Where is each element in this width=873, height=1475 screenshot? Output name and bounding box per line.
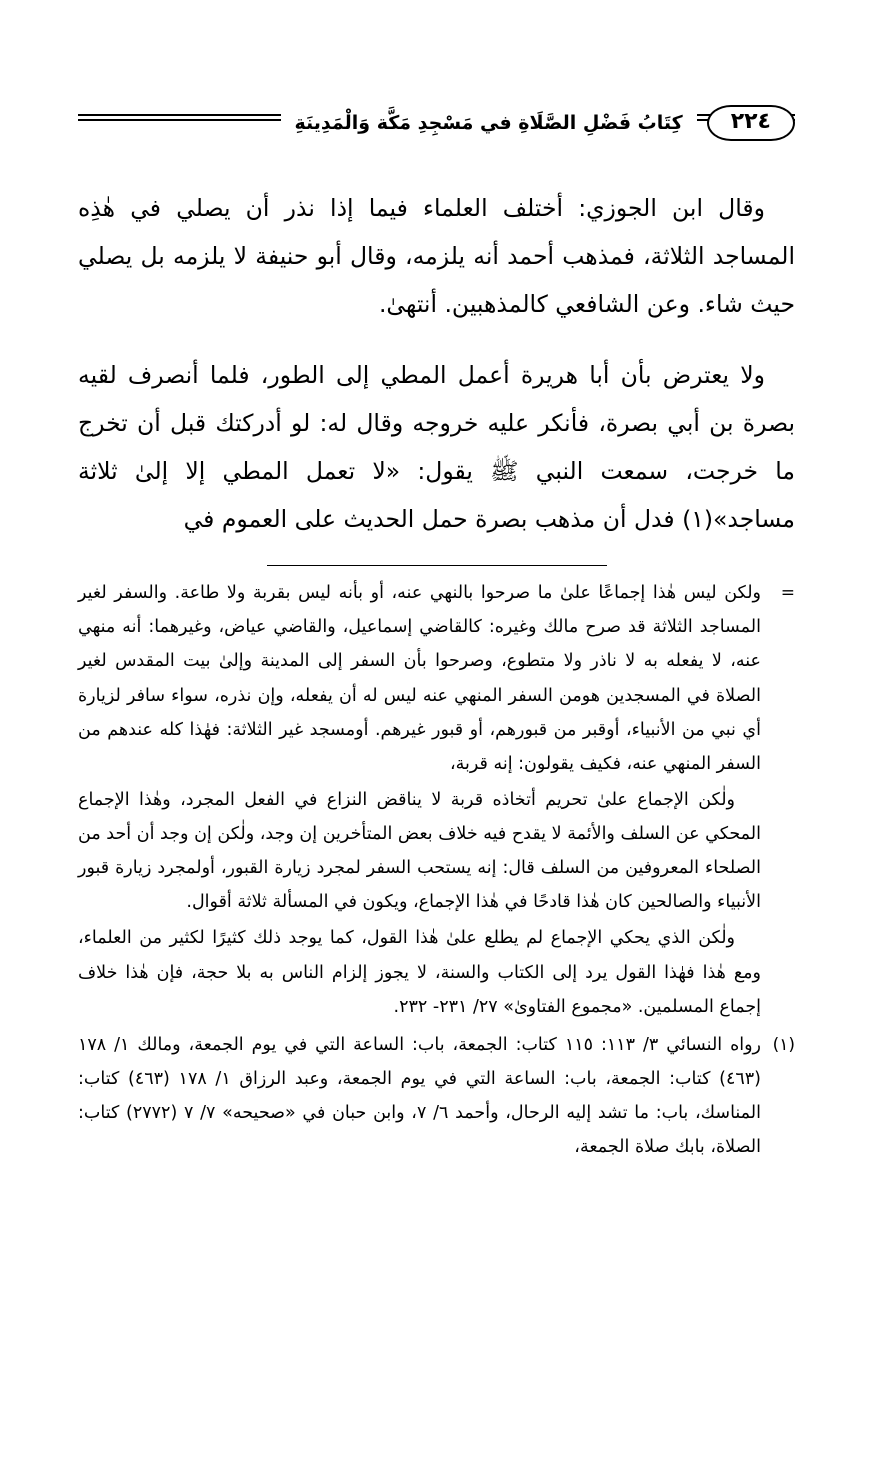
- header-content: [78, 105, 795, 141]
- footnote-body-1: [78, 1028, 761, 1167]
- footnote-1: [78, 1028, 795, 1167]
- footnote-body-continued: [78, 576, 761, 1026]
- footnote-continued: [78, 576, 795, 1026]
- running-title: كِتَابُ فَضْلِ الصَّلَاةِ في مَسْجِدِ مَكَّة وَالْمَدِينَةِ: [281, 110, 697, 137]
- footnote-line: ولٰكن الإجماع علىٰ تحريم أتخاذه قربة لا يناقض النزاع في الفعل المجرد، وهٰذا الإجماع المحكي عن السلف والأئمة لا يقدح فيه خلاف بعض المتأخرين إن وجد، ولٰكن إن وجد أن أحد من الصلحاء المعروفين من السلف قال: إنه يستحب السفر لمجرد زيارة القبور، أولمجرد زيارة قبور الأنبياء والصالحين كان هٰذا قادحًا في هٰذا الإجماع، ويكون في المسألة ثلاثة أقوال.: [78, 789, 761, 913]
- paragraph-1: وقال ابن الجوزي: أختلف العلماء فيما إذا نذر أن يصلي في هٰذِه المساجد الثلاثة، فمذهب أحمد أنه يلزمه، وقال أبو حنيفة لا يلزمه بل يصلي حيث شاء. وعن الشافعي كالمذهبين. أنتهىٰ.: [78, 194, 795, 319]
- footnote-marker-continued: =: [780, 583, 795, 604]
- footnote-line: ولٰكن الذي يحكي الإجماع لم يطلع علىٰ هٰذا القول، كما يوجد ذلك كثيرًا لكثير من العلماء، ومع هٰذا فهٰذا القول يرد إلى الكتاب والسنة، لا يجوز إلزام الناس به بلا حجة، فإن هٰذا خلاف إجماع المسلمين. «مجموع الفتاوىٰ» ٢٧/ ٢٣١- ٢٣٢.: [78, 928, 761, 1017]
- page-header: [78, 88, 795, 158]
- bottom-spacer: [78, 1168, 795, 1208]
- footnote-line: رواه النسائي ٣/ ١١٣: ١١٥ كتاب: الجمعة، باب: الساعة التي في يوم الجمعة، ومالك ١/ ١٧٨ (٤٦٣) كتاب: الجمعة، باب: الساعة التي في يوم الجمعة، وعبد الرزاق ١/ ١٧٨ (٤٦٣) كتاب: المناسك، باب: ما تشد إليه الرحال، وأحمد ٦/ ٧، وابن حبان في «صحيحه» ٧/ ٧ (٢٧٧٢) كتاب: الصلاة، بابك صلاة الجمعة،: [78, 1034, 762, 1158]
- footnote-marker-1: (١): [772, 1034, 795, 1055]
- footnote-line: ولكن ليس هٰذا إجماعًا علىٰ ما صرحوا بالنهي عنه، أو بأنه ليس بقربة ولا طاعة. والسفر لغير المساجد الثلاثة قد صرح مالك وغيره: كالقاضي إسماعيل، والقاضي عياض، وغيرهما: أنه منهي عنه، لا يفعله به لا ناذر ولا متطوع، وصرحوا بأن السفر إلى المدينة وإلىٰ بيت المقدس لغير الصلاة في المسجدين هومن السفر المنهي عنه ليس له أن يفعله، وإن نذره، سواء سافر لزيارة أي نبي من الأنبياء، أوقبر من قبورهم، أو قبور غيرهم. أومسجد غير الثلاثة: فهٰذا كله عندهم من السفر المنهي عنه، فكيف يقولون: إنه قربة،: [78, 583, 761, 774]
- footnotes-section: [78, 576, 795, 1166]
- footnote-separator: [267, 565, 607, 566]
- page-number: ٢٢٤: [707, 105, 795, 141]
- paragraph-2: ولا يعترض بأن أبا هريرة أعمل المطي إلى الطور، فلما أنصرف لقيه بصرة بن أبي بصرة، فأنكر عليه خروجه وقال له: لو أدركتك قبل أن تخرج ما خرجت، سمعت النبي ﷺ يقول: «لا تعمل المطي إلا إلىٰ ثلاثة مساجد»(١) فدل أن مذهب بصرة حمل الحديث على العموم في: [78, 360, 795, 534]
- document-page: [0, 88, 873, 1475]
- main-text: [78, 184, 795, 543]
